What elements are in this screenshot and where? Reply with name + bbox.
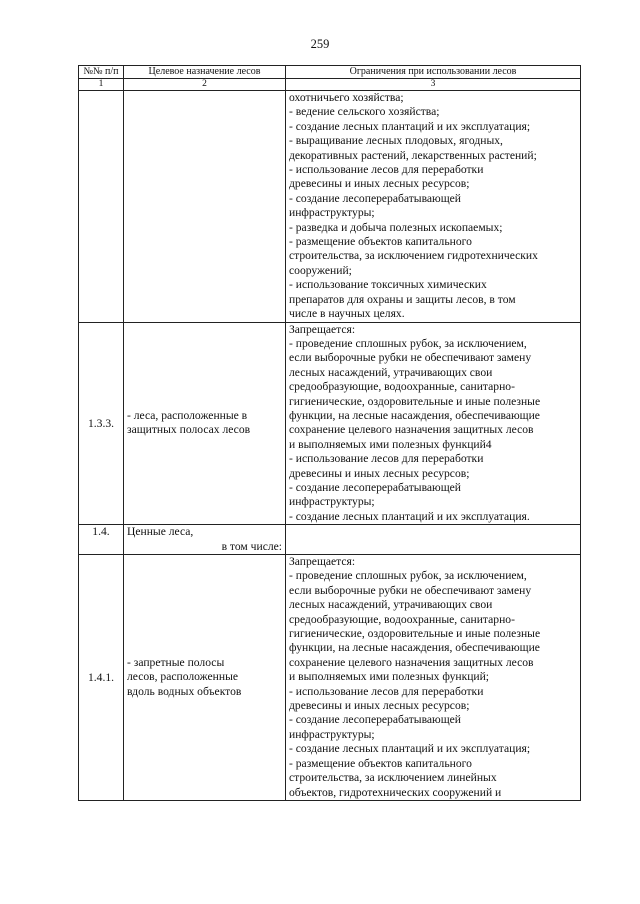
restriction-line: - создание лесных плантаций и их эксплуатация;	[289, 119, 531, 133]
restriction-line: - выращивание лесных плодовых, ягодных,	[289, 134, 503, 148]
restriction-line: - создание лесоперерабатывающей	[289, 191, 461, 205]
restriction-line: - использование токсичных химических	[289, 278, 487, 292]
row-purpose	[124, 322, 286, 525]
restriction-line: - размещение объектов капитального	[289, 756, 472, 770]
restriction-line: и выполняемых ими полезных функций4	[289, 437, 492, 451]
header-restrictions: Ограничения при использовании лесов	[286, 66, 581, 79]
restriction-line: древесины и иных лесных ресурсов;	[289, 177, 470, 191]
column-number: 1	[79, 79, 124, 91]
row-restrictions	[286, 525, 581, 555]
restriction-line: инфраструктуры;	[289, 206, 375, 220]
row-number: 1.3.3.	[79, 322, 124, 525]
purpose-line: в том числе:	[221, 539, 282, 553]
restriction-line: и выполняемых ими полезных функций;	[289, 670, 490, 684]
purpose-line: вдоль водных объектов	[127, 684, 242, 698]
restriction-line: лесных насаждений, утрачивающих свои	[289, 598, 493, 612]
purpose-line: Ценные леса,	[127, 525, 194, 539]
purpose-line: - запретные полосы	[127, 655, 225, 669]
restriction-line: - создание лесоперерабатывающей	[289, 480, 461, 494]
restriction-line: объектов, гидротехнических сооружений и	[289, 785, 502, 799]
row-number: 1.4.1.	[79, 555, 124, 801]
restriction-line: если выборочные рубки не обеспечивают замену	[289, 351, 532, 365]
restriction-line: - проведение сплошных рубок, за исключением,	[289, 569, 527, 583]
restriction-line: препаратов для охраны и защиты лесов, в том	[289, 292, 516, 306]
restriction-line: сохранение целевого назначения защитных лесов	[289, 655, 534, 669]
restriction-line: - использование лесов для переработки	[289, 163, 484, 177]
row-purpose	[124, 91, 286, 323]
header-number: №№ п/п	[79, 66, 124, 79]
table-header-row	[79, 66, 581, 79]
restriction-line: - использование лесов для переработки	[289, 684, 484, 698]
purpose-line: - леса, расположенные в	[127, 408, 248, 422]
row-number: 1.4.	[79, 525, 124, 555]
restriction-line: - ведение сельского хозяйства;	[289, 105, 440, 119]
column-number: 2	[124, 79, 286, 91]
restriction-line: - использование лесов для переработки	[289, 452, 484, 466]
restriction-line: лесных насаждений, утрачивающих свои	[289, 365, 493, 379]
row-restrictions	[286, 91, 581, 323]
table-row	[79, 91, 581, 323]
restriction-line: средообразующие, водоохранные, санитарно-	[289, 612, 515, 626]
restriction-line: гигиенические, оздоровительные и иные полезные	[289, 627, 541, 641]
restriction-line: древесины и иных лесных ресурсов;	[289, 699, 470, 713]
restriction-line: - создание лесоперерабатывающей	[289, 713, 461, 727]
restriction-line: Запрещается:	[289, 555, 356, 568]
row-restrictions	[286, 555, 581, 801]
restriction-line: строительства, за исключением линейных	[289, 771, 497, 785]
table-row	[79, 555, 581, 801]
restriction-line: средообразующие, водоохранные, санитарно-	[289, 380, 515, 394]
restriction-line: древесины и иных лесных ресурсов;	[289, 466, 470, 480]
restriction-line: - проведение сплошных рубок, за исключением,	[289, 336, 527, 350]
page-number: 259	[310, 37, 330, 51]
purpose-line: защитных полосах лесов	[127, 423, 251, 437]
restriction-line: сооружений;	[289, 263, 352, 277]
restriction-line: числе в научных целях.	[289, 307, 405, 321]
restriction-line: - создание лесных плантаций и их эксплуатация;	[289, 742, 531, 756]
restrictions-table	[78, 65, 581, 801]
restriction-line: сохранение целевого назначения защитных лесов	[289, 423, 534, 437]
purpose-line: лесов, расположенные	[127, 670, 239, 684]
row-purpose	[124, 525, 286, 555]
restriction-line: инфраструктуры;	[289, 495, 375, 509]
row-number	[79, 91, 124, 323]
restriction-line: функции, на лесные насаждения, обеспечивающие	[289, 641, 540, 655]
restriction-line: гигиенические, оздоровительные и иные полезные	[289, 394, 541, 408]
restriction-line: - размещение объектов капитального	[289, 235, 472, 249]
header-purpose: Целевое назначение лесов	[124, 66, 286, 79]
restriction-line: инфраструктуры;	[289, 727, 375, 741]
restriction-line: Запрещается:	[289, 322, 356, 336]
row-restrictions	[286, 322, 581, 525]
restriction-line: охотничьего хозяйства;	[289, 91, 404, 104]
table-row	[79, 322, 581, 525]
column-number: 3	[286, 79, 581, 91]
restriction-line: если выборочные рубки не обеспечивают замену	[289, 583, 532, 597]
restriction-line: - создание лесных плантаций и их эксплуатация.	[289, 509, 530, 523]
column-numbers-row	[79, 79, 581, 91]
restriction-line: функции, на лесные насаждения, обеспечивающие	[289, 408, 540, 422]
table-row	[79, 525, 581, 555]
restriction-line: строительства, за исключением гидротехнических	[289, 249, 538, 263]
restriction-line: декоративных растений, лекарственных растений;	[289, 148, 537, 162]
restriction-line: - разведка и добыча полезных ископаемых;	[289, 220, 503, 234]
row-purpose	[124, 555, 286, 801]
